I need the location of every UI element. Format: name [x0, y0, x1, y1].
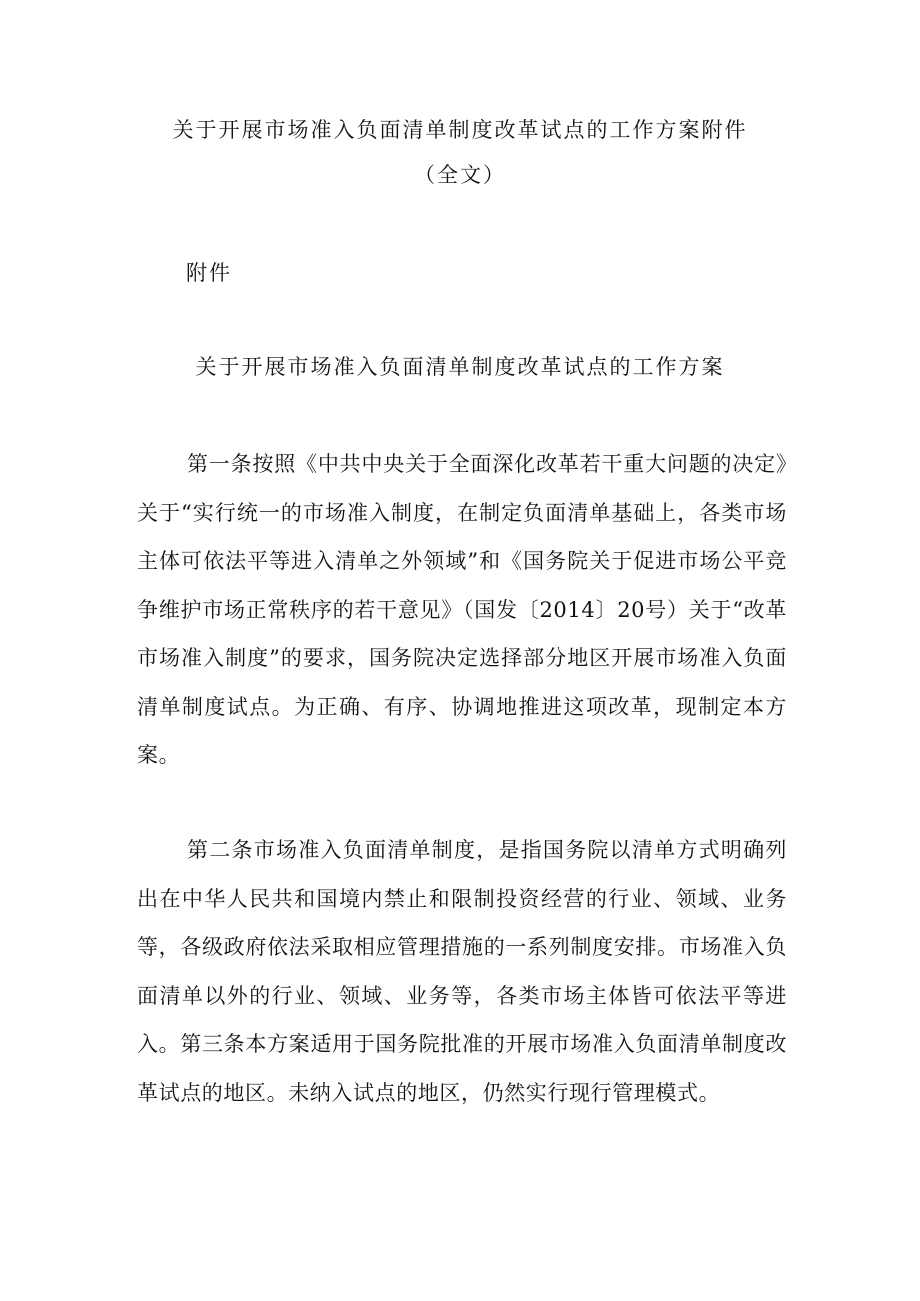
annex-label: 附件	[186, 261, 232, 285]
section-title: 关于开展市场准入负面清单制度改革试点的工作方案	[195, 355, 725, 379]
document-title: 关于开展市场准入负面清单制度改革试点的工作方案附件	[172, 118, 748, 142]
paragraph-article-1: 第一条按照《中共中央关于全面深化改革若干重大问题的决定》关于“实行统一的市场准入制度，在制定负面清单基础上，各类市场主体可依法平等进入清单之外领域”和《国务院关于促进市场公平竞争维护市场正常秩序的若干意见》（国发〔2014〕20号）关于“改革市场准入制度”的要求，国务院决定选择部分地区开展市场准入负面清单制度试点。为正确、有序、协调地推进这项改革，现制定本方案。	[137, 452, 787, 767]
paragraph-article-2: 第二条市场准入负面清单制度，是指国务院以清单方式明确列出在中华人民共和国境内禁止和限制投资经营的行业、领域、业务等，各级政府依法采取相应管理措施的一系列制度安排。市场准入负面清单以外的行业、领域、业务等，各类市场主体皆可依法平等进入。第三条本方案适用于国务院批准的开展市场准入负面清单制度改革试点的地区。未纳入试点的地区，仍然实行现行管理模式。	[137, 838, 787, 1105]
document-title-suffix: （全文）	[414, 163, 506, 187]
